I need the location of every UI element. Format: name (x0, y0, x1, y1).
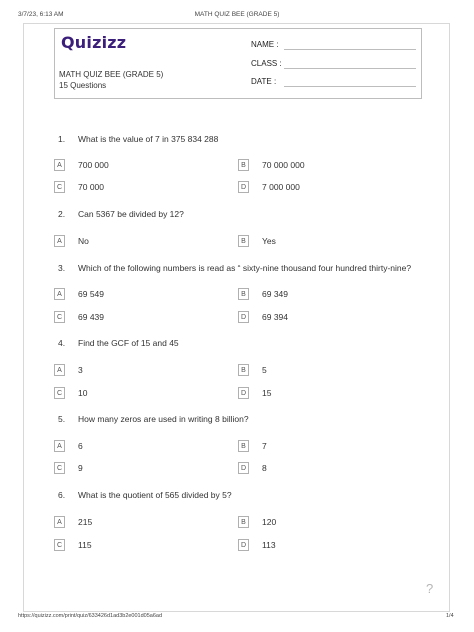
choice-text: 70 000 (78, 182, 104, 192)
choice-letter-box: C (54, 539, 65, 551)
choice-letter-box: D (238, 462, 249, 474)
choice-text: 215 (78, 517, 93, 527)
question-text: What is the value of 7 in 375 834 288 (78, 134, 219, 144)
print-date: 3/7/23, 6:13 AM (18, 11, 64, 18)
question-number: 6. (58, 490, 66, 500)
choice-letter-box: B (238, 235, 249, 247)
choice-letter-box: A (54, 516, 65, 528)
choice-text: 10 (78, 388, 88, 398)
question-number: 3. (58, 263, 66, 273)
date-field (251, 77, 276, 86)
footer-url: https://quizizz.com/print/quiz/633426d1ad3b2e001d05a6ad (18, 613, 163, 619)
date-label: DATE : (251, 77, 277, 86)
date-line (284, 86, 416, 87)
choice-text: 15 (262, 388, 272, 398)
question-number: 1. (58, 134, 66, 144)
question-3 (58, 263, 411, 273)
choice-text: 115 (78, 540, 92, 550)
question-number: 2. (58, 209, 66, 219)
choice-text: 69 349 (262, 289, 288, 299)
choice-letter-box: C (54, 181, 65, 193)
choice-letter-box: B (238, 440, 249, 452)
choice-letter-box: A (54, 159, 65, 171)
question-number: 5. (58, 414, 66, 424)
question-5 (58, 414, 249, 424)
name-field (251, 40, 279, 49)
choice-text: 8 (262, 463, 267, 473)
choice-letter-box: D (238, 539, 249, 551)
choice-letter-box: C (54, 462, 65, 474)
choice-text: 69 439 (78, 312, 104, 322)
name-label: NAME : (251, 40, 279, 49)
quiz-title: MATH QUIZ BEE (GRADE 5) (59, 70, 164, 79)
choice-text: 3 (78, 365, 83, 375)
choice-text: 70 000 000 (262, 160, 305, 170)
question-count: 15 Questions (59, 81, 107, 90)
choice-text: 700 000 (78, 160, 109, 170)
choice-letter-box: D (238, 181, 249, 193)
footer-page-number: 1/4 (446, 613, 454, 619)
choice-text: 7 (262, 441, 267, 451)
choice-letter-box: B (238, 364, 249, 376)
choice-letter-box: A (54, 288, 65, 300)
quizizz-logo: Quizizz (61, 33, 127, 52)
name-line (284, 49, 416, 50)
help-icon[interactable]: ? (426, 581, 434, 596)
choice-letter-box: A (54, 440, 65, 452)
choice-text: 69 549 (78, 289, 104, 299)
choice-text: 113 (262, 540, 276, 550)
choice-text: 9 (78, 463, 83, 473)
choice-text: 5 (262, 365, 267, 375)
question-1 (58, 134, 218, 144)
choice-letter-box: A (54, 235, 65, 247)
question-text: Find the GCF of 15 and 45 (78, 338, 179, 348)
choice-text: 120 (262, 517, 277, 527)
question-6 (58, 490, 232, 500)
choice-text: No (78, 236, 89, 246)
choice-text: 69 394 (262, 312, 288, 322)
quiz-header-box (54, 28, 422, 99)
class-field (251, 59, 282, 68)
question-text: What is the quotient of 565 divided by 5? (78, 490, 232, 500)
choice-text: 7 000 000 (262, 182, 300, 192)
question-text: Can 5367 be divided by 12? (78, 209, 184, 219)
choice-letter-box: A (54, 364, 65, 376)
question-2 (58, 209, 184, 219)
choice-text: 6 (78, 441, 83, 451)
choice-letter-box: D (238, 387, 249, 399)
choice-text: Yes (262, 236, 276, 246)
class-label: CLASS : (251, 59, 282, 68)
choice-letter-box: B (238, 516, 249, 528)
choice-letter-box: C (54, 311, 65, 323)
choice-letter-box: D (238, 311, 249, 323)
question-text: Which of the following numbers is read as “ sixty-nine thousand four hundred thirty-nine? (78, 263, 412, 273)
choice-letter-box: C (54, 387, 65, 399)
question-text: How many zeros are used in writing 8 billion? (78, 414, 249, 424)
choice-letter-box: B (238, 159, 249, 171)
question-4 (58, 338, 179, 348)
question-number: 4. (58, 338, 66, 348)
print-header-title: MATH QUIZ BEE (GRADE 5) (194, 11, 280, 18)
choice-letter-box: B (238, 288, 249, 300)
class-line (284, 68, 416, 69)
